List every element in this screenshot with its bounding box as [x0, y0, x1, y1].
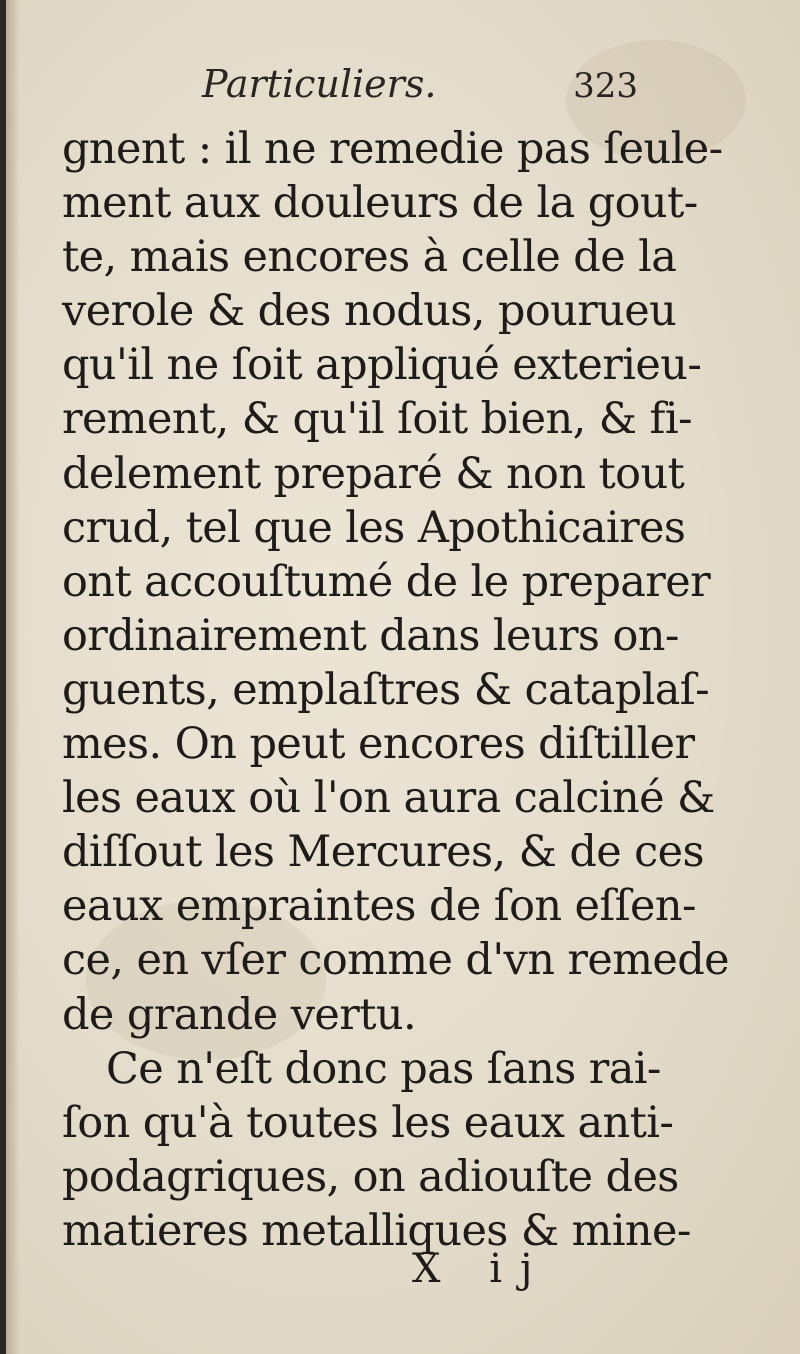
text-line: crud, tel que les Apothicaires: [62, 502, 686, 553]
text-line: de grande vertu.: [62, 989, 417, 1040]
text-line: delement preparé & non tout: [62, 448, 685, 499]
body-text: [62, 122, 729, 1258]
page-gutter-shadow: [6, 0, 20, 1354]
paragraph-start-line: Ce n'eſt donc pas ſans rai-: [106, 1043, 661, 1094]
page-number: 323: [573, 66, 638, 106]
text-line: ce, en vſer comme d'vn remede: [62, 935, 729, 986]
text-line: ſon qu'à toutes les eaux anti-: [62, 1097, 674, 1148]
text-line: ont accouſtumé de le preparer: [62, 556, 711, 607]
running-head: Particuliers.: [202, 62, 437, 106]
text-line: ment aux douleurs de la gout-: [62, 178, 698, 229]
text-line: rement, & qu'il ſoit bien, & fi-: [62, 394, 692, 445]
signature-mark: X ij: [412, 1246, 551, 1292]
text-line: matieres metalliques & mine-: [62, 1205, 691, 1256]
text-line: gnent : il ne remedie pas ſeule-: [62, 124, 723, 174]
page-footer: [62, 1240, 642, 1300]
text-line: verole & des nodus, pourueu: [62, 286, 677, 337]
text-line: qu'il ne ſoit appliqué exterieu-: [62, 340, 702, 391]
text-line: podagriques, on adiouſte des: [62, 1151, 679, 1202]
text-line: mes. On peut encores diſtiller: [62, 719, 695, 770]
text-line: eaux empraintes de ſon eſſen-: [62, 881, 696, 932]
text-line: te, mais encores à celle de la: [62, 232, 677, 283]
text-line: guents, emplaſtres & cataplaſ-: [62, 664, 710, 715]
text-line: les eaux où l'on aura calciné &: [62, 773, 715, 824]
book-page: [6, 0, 800, 1354]
text-line: ordinairement dans leurs on-: [62, 610, 679, 661]
page-header: [62, 58, 642, 108]
text-line: diſſout les Mercures, & de ces: [62, 827, 704, 878]
